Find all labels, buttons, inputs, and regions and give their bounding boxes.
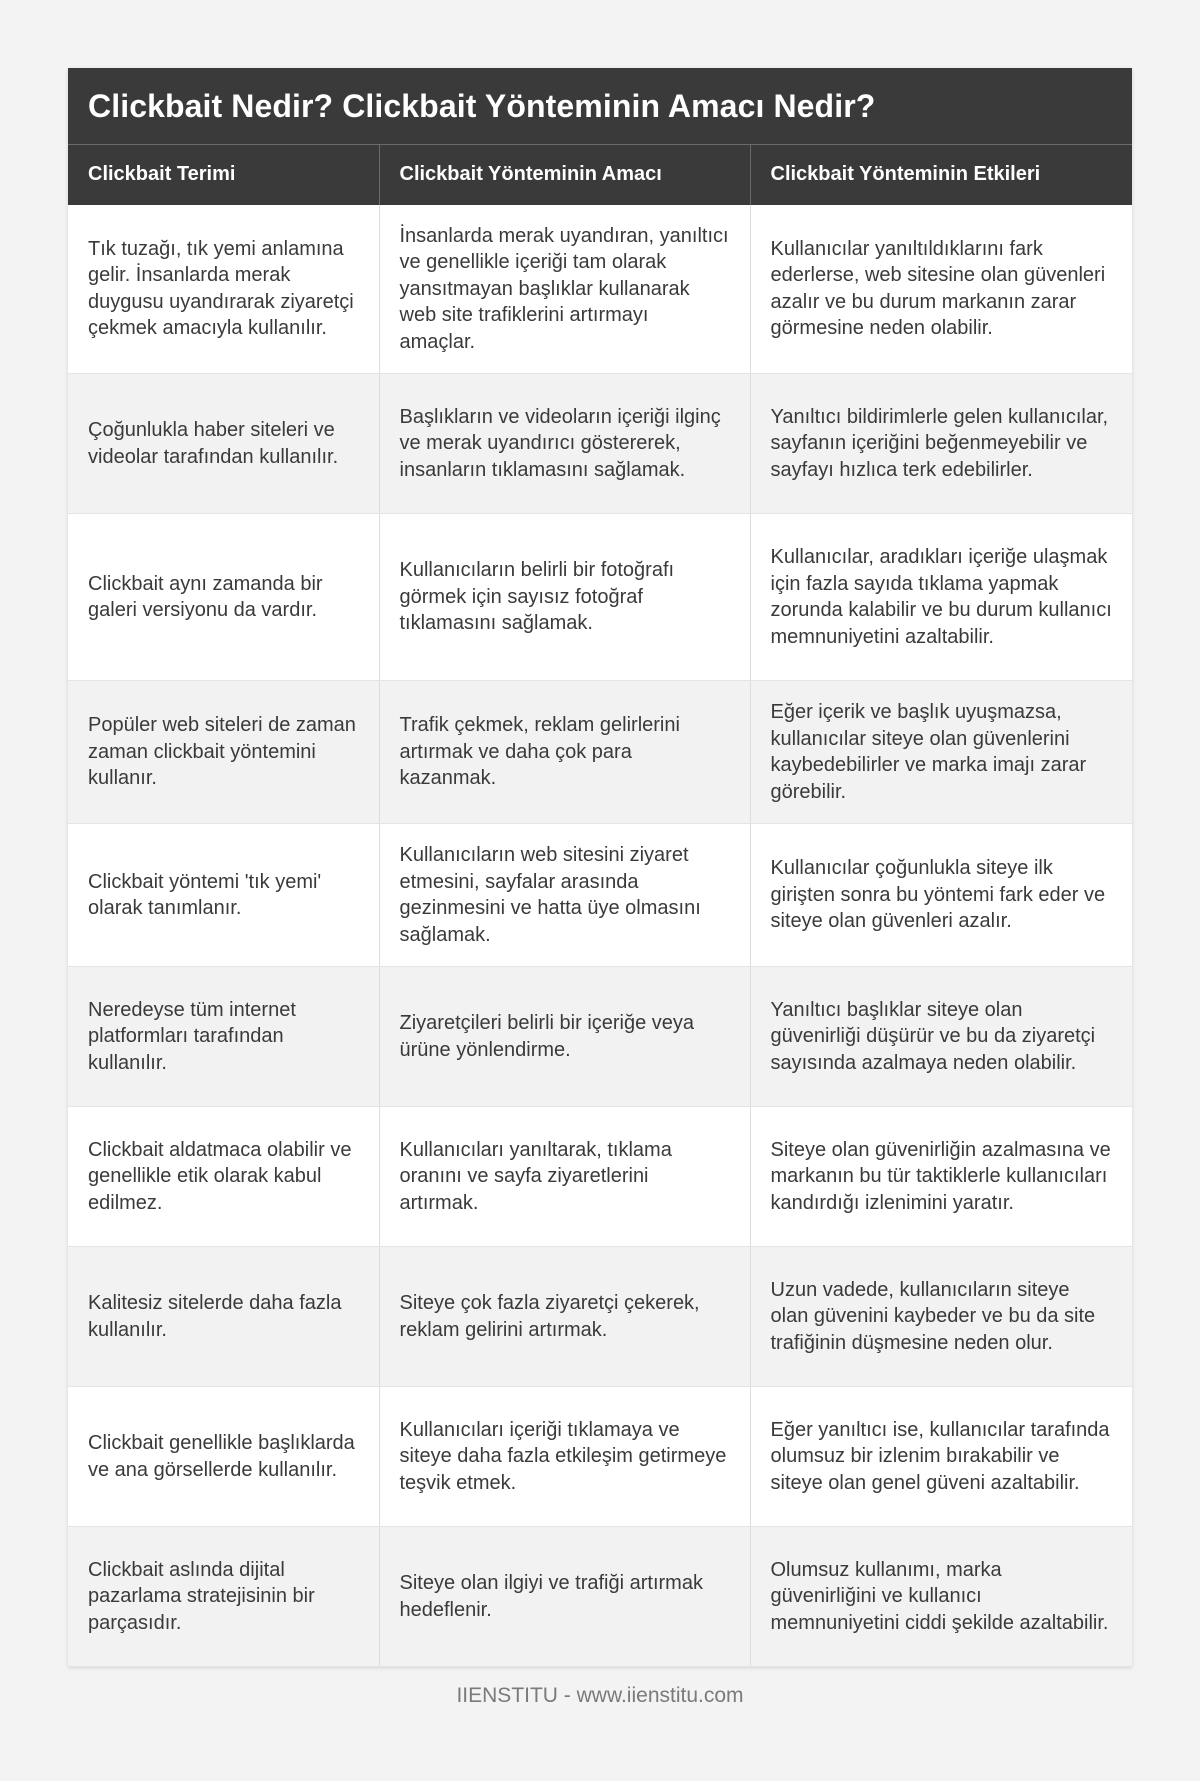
table-cell: Clickbait aynı zamanda bir galeri versiyonu da vardır.	[68, 514, 379, 681]
table-cell: Neredeyse tüm internet platformları tarafından kullanılır.	[68, 967, 379, 1107]
table-row	[68, 681, 1132, 824]
table-cell: Siteye çok fazla ziyaretçi çekerek, reklam gelirini artırmak.	[379, 1247, 750, 1387]
table-row	[68, 967, 1132, 1107]
table-cell: Clickbait aslında dijital pazarlama stratejisinin bir parçasıdır.	[68, 1527, 379, 1667]
table-cell: Clickbait aldatmaca olabilir ve genellikle etik olarak kabul edilmez.	[68, 1107, 379, 1247]
table-cell: Kalitesiz sitelerde daha fazla kullanılır.	[68, 1247, 379, 1387]
title-bar	[68, 68, 1132, 144]
table-cell: İnsanlarda merak uyandıran, yanıltıcı ve genellikle içeriği tam olarak yansıtmayan başlıklar kullanarak web site trafiklerini artırmayı amaçlar.	[379, 205, 750, 374]
table-cell: Yanıltıcı bildirimlerle gelen kullanıcılar, sayfanın içeriğini beğenmeyebilir ve sayfayı hızlıca terk edebilirler.	[750, 374, 1132, 514]
table-cell: Olumsuz kullanımı, marka güvenirliğini ve kullanıcı memnuniyetini ciddi şekilde azaltabilir.	[750, 1527, 1132, 1667]
table-cell: Başlıkların ve videoların içeriği ilginç ve merak uyandırıcı göstererek, insanların tıklamasını sağlamak.	[379, 374, 750, 514]
footer-credit: IIENSTITU - www.iienstitu.com	[456, 1684, 744, 1707]
table-cell: Kullanıcıların web sitesini ziyaret etmesini, sayfalar arasında gezinmesini ve hatta üye olmasını sağlamak.	[379, 824, 750, 967]
column-header-term: Clickbait Terimi	[68, 145, 379, 205]
table-cell: Ziyaretçileri belirli bir içeriğe veya ürüne yönlendirme.	[379, 967, 750, 1107]
table-row	[68, 824, 1132, 967]
clickbait-table	[68, 144, 1132, 1667]
table-cell: Siteye olan ilgiyi ve trafiği artırmak hedeflenir.	[379, 1527, 750, 1667]
table-cell: Popüler web siteleri de zaman zaman clickbait yöntemini kullanır.	[68, 681, 379, 824]
table-row	[68, 1247, 1132, 1387]
header-row	[68, 145, 1132, 205]
column-header-purpose: Clickbait Yönteminin Amacı	[379, 145, 750, 205]
table-cell: Kullanıcılar çoğunlukla siteye ilk girişten sonra bu yöntemi fark eder ve siteye olan güvenleri azalır.	[750, 824, 1132, 967]
table-cell: Uzun vadede, kullanıcıların siteye olan güvenini kaybeder ve bu da site trafiğinin düşmesine neden olur.	[750, 1247, 1132, 1387]
table-cell: Kullanıcılar yanıltıldıklarını fark ederlerse, web sitesine olan güvenleri azalır ve bu durum markanın zarar görmesine neden olabilir.	[750, 205, 1132, 374]
table-cell: Eğer içerik ve başlık uyuşmazsa, kullanıcılar siteye olan güvenlerini kaybedebilirler ve marka imajı zarar görebilir.	[750, 681, 1132, 824]
table-row	[68, 1527, 1132, 1667]
table-card	[68, 68, 1132, 1667]
table-cell: Clickbait yöntemi 'tık yemi' olarak tanımlanır.	[68, 824, 379, 967]
table-row	[68, 374, 1132, 514]
table-cell: Çoğunlukla haber siteleri ve videolar tarafından kullanılır.	[68, 374, 379, 514]
table-row	[68, 1107, 1132, 1247]
table-cell: Eğer yanıltıcı ise, kullanıcılar tarafında olumsuz bir izlenim bırakabilir ve siteye olan genel güveni azaltabilir.	[750, 1387, 1132, 1527]
table-cell: Yanıltıcı başlıklar siteye olan güvenirliği düşürür ve bu da ziyaretçi sayısında azalmaya neden olabilir.	[750, 967, 1132, 1107]
table-cell: Kullanıcıların belirli bir fotoğrafı görmek için sayısız fotoğraf tıklamasını sağlamak.	[379, 514, 750, 681]
table-cell: Trafik çekmek, reklam gelirlerini artırmak ve daha çok para kazanmak.	[379, 681, 750, 824]
table-row	[68, 514, 1132, 681]
table-cell: Kullanıcıları yanıltarak, tıklama oranını ve sayfa ziyaretlerini artırmak.	[379, 1107, 750, 1247]
table-row	[68, 205, 1132, 374]
table-cell: Kullanıcılar, aradıkları içeriğe ulaşmak için fazla sayıda tıklama yapmak zorunda kalabilir ve bu durum kullanıcı memnuniyetini azaltabilir.	[750, 514, 1132, 681]
page-title: Clickbait Nedir? Clickbait Yönteminin Amacı Nedir?	[88, 87, 876, 124]
table-row	[68, 1387, 1132, 1527]
table-cell: Siteye olan güvenirliğin azalmasına ve markanın bu tür taktiklerle kullanıcıları kandırdığı izlenimini yaratır.	[750, 1107, 1132, 1247]
table-cell: Clickbait genellikle başlıklarda ve ana görsellerde kullanılır.	[68, 1387, 379, 1527]
table-cell: Kullanıcıları içeriği tıklamaya ve siteye daha fazla etkileşim getirmeye teşvik etmek.	[379, 1387, 750, 1527]
column-header-effects: Clickbait Yönteminin Etkileri	[750, 145, 1132, 205]
table-cell: Tık tuzağı, tık yemi anlamına gelir. İnsanlarda merak duygusu uyandırarak ziyaretçi çekmek amacıyla kullanılır.	[68, 205, 379, 374]
